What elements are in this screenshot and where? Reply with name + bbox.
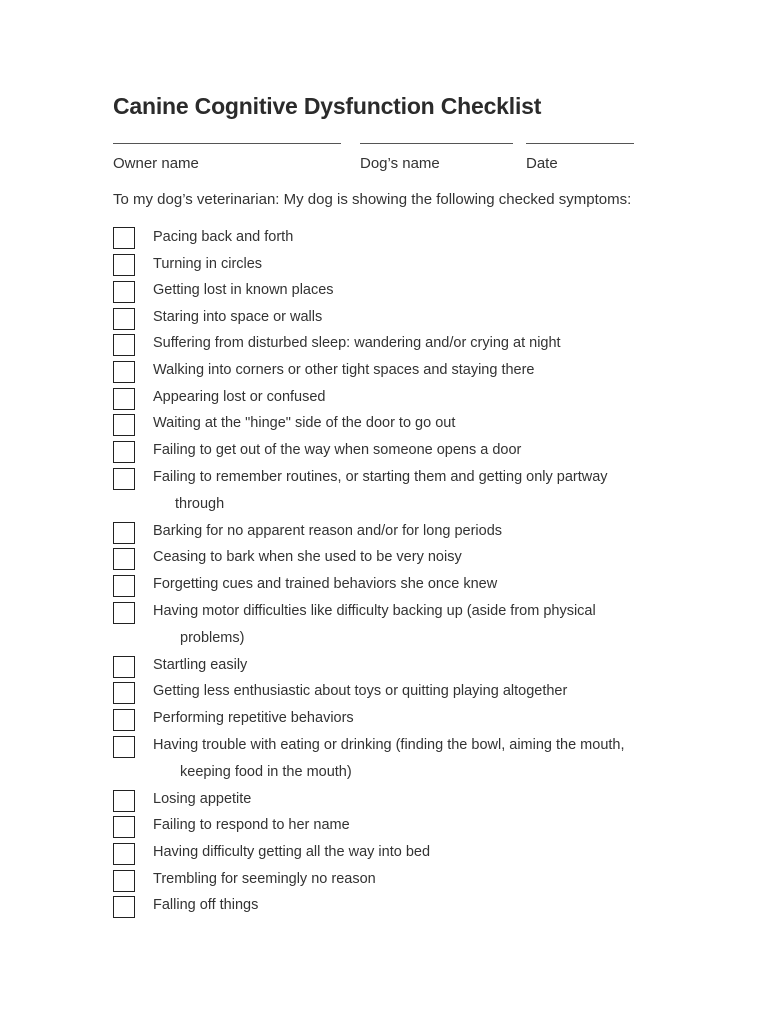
- checkbox[interactable]: [113, 522, 135, 544]
- date-label: Date: [526, 155, 558, 172]
- checklist-item-label: Trembling for seemingly no reason: [153, 871, 376, 887]
- checkbox[interactable]: [113, 388, 135, 410]
- checkbox[interactable]: [113, 602, 135, 624]
- checkbox[interactable]: [113, 682, 135, 704]
- intro-text: To my dog’s veterinarian: My dog is showing the following checked symptoms:: [113, 191, 632, 208]
- checkbox[interactable]: [113, 548, 135, 570]
- checklist-item-label: Ceasing to bark when she used to be very noisy: [153, 549, 462, 565]
- checkbox[interactable]: [113, 227, 135, 249]
- checklist-item-continuation: through: [175, 496, 225, 512]
- checklist-item-label: Appearing lost or confused: [153, 389, 326, 405]
- checkbox[interactable]: [113, 281, 135, 303]
- owner-name-label: Owner name: [113, 155, 199, 172]
- checklist-item-label: Staring into space or walls: [153, 309, 323, 325]
- checklist-item-label: Having difficulty getting all the way into bed: [153, 844, 431, 860]
- checkbox[interactable]: [113, 361, 135, 383]
- date-field[interactable]: [526, 143, 634, 172]
- checkbox[interactable]: [113, 790, 135, 812]
- checklist-item-label: Getting less enthusiastic about toys or quitting playing altogether: [153, 683, 568, 699]
- checkbox[interactable]: [113, 468, 135, 490]
- checklist-item-label: Failing to get out of the way when someone opens a door: [153, 442, 522, 458]
- checkbox[interactable]: [113, 414, 135, 436]
- checklist-item-continuation: problems): [180, 630, 245, 646]
- checkbox[interactable]: [113, 656, 135, 678]
- checklist-item-label: Startling easily: [153, 657, 248, 673]
- checklist-item-label: Having trouble with eating or drinking (finding the bowl, aiming the mouth,: [153, 737, 625, 753]
- dog-name-label: Dog’s name: [360, 155, 440, 172]
- checklist-item-label: Having motor difficulties like difficulty backing up (aside from physical: [153, 603, 596, 619]
- checklist-item-label: Getting lost in known places: [153, 282, 334, 298]
- checklist-item-label: Waiting at the "hinge" side of the door to go out: [153, 415, 456, 431]
- dog-name-field[interactable]: [360, 143, 513, 172]
- checkbox[interactable]: [113, 254, 135, 276]
- checkbox[interactable]: [113, 870, 135, 892]
- checklist-item-label: Performing repetitive behaviors: [153, 710, 354, 726]
- checklist-item-label: Failing to remember routines, or starting them and getting only partway: [153, 469, 608, 485]
- checkbox[interactable]: [113, 736, 135, 758]
- checklist-item-label: Failing to respond to her name: [153, 817, 350, 833]
- page-title: Canine Cognitive Dysfunction Checklist: [113, 93, 542, 119]
- checkbox[interactable]: [113, 308, 135, 330]
- owner-name-field[interactable]: [113, 143, 341, 172]
- checkbox[interactable]: [113, 575, 135, 597]
- checklist-item-label: Walking into corners or other tight spaces and staying there: [153, 362, 535, 378]
- checklist-item-label: Turning in circles: [153, 256, 263, 272]
- checklist-item-label: Barking for no apparent reason and/or for long periods: [153, 523, 503, 539]
- checkbox[interactable]: [113, 334, 135, 356]
- checkbox[interactable]: [113, 816, 135, 838]
- checklist-item-label: Falling off things: [153, 897, 259, 913]
- checkbox[interactable]: [113, 896, 135, 918]
- checklist-item-continuation: keeping food in the mouth): [180, 764, 352, 780]
- checklist-item-label: Losing appetite: [153, 791, 252, 807]
- checklist-item-label: Pacing back and forth: [153, 229, 294, 245]
- checkbox[interactable]: [113, 843, 135, 865]
- checkbox[interactable]: [113, 441, 135, 463]
- checklist-item-label: Forgetting cues and trained behaviors she once knew: [153, 576, 498, 592]
- checkbox[interactable]: [113, 709, 135, 731]
- checklist-item-label: Suffering from disturbed sleep: wandering and/or crying at night: [153, 335, 561, 351]
